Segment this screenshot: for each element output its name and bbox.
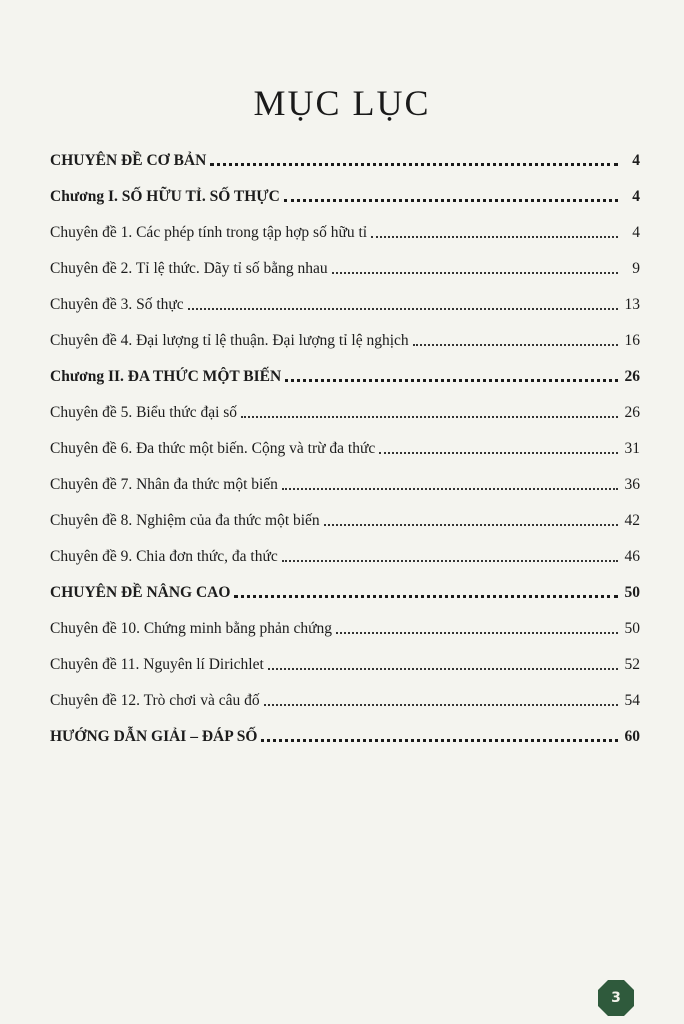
toc-entry-label: CHUYÊN ĐỀ CƠ BẢN	[50, 152, 207, 169]
toc-dot-leader	[282, 559, 618, 562]
toc-entry	[50, 170, 640, 206]
toc-dot-leader	[413, 343, 618, 346]
toc-entry-page: 26	[624, 368, 640, 385]
toc-entry	[50, 710, 640, 746]
toc-entry	[50, 314, 640, 350]
toc-entry-label: Chuyên đề 10. Chứng minh bằng phản chứng	[50, 620, 332, 637]
toc-entry-page: 50	[624, 620, 640, 637]
toc-dot-leader	[261, 738, 618, 742]
toc-entry-page: 36	[624, 476, 640, 493]
toc-entry-label: Chuyên đề 5. Biểu thức đại số	[50, 404, 238, 421]
toc-entry-label: Chuyên đề 12. Trò chơi và câu đố	[50, 692, 260, 709]
page-number-badge	[596, 978, 636, 1018]
page-number: 3	[611, 990, 621, 1006]
toc-entry-page: 4	[632, 152, 640, 169]
toc-entry	[50, 278, 640, 314]
toc-entry-page: 13	[624, 296, 640, 313]
toc-entry-page: 50	[624, 584, 640, 601]
toc-dot-leader	[336, 631, 618, 634]
toc-dot-leader	[285, 378, 618, 382]
toc-entry	[50, 134, 640, 170]
toc-dot-leader	[264, 703, 618, 706]
toc-entry	[50, 494, 640, 530]
toc-entry-page: 42	[624, 512, 640, 529]
toc-dot-leader	[268, 667, 618, 670]
toc-dot-leader	[210, 162, 618, 166]
toc-entry-label: Chương II. ĐA THỨC MỘT BIẾN	[50, 368, 282, 385]
toc-entry-page: 54	[624, 692, 640, 709]
toc-entry	[50, 566, 640, 602]
toc-entry-label: Chuyên đề 9. Chia đơn thức, đa thức	[50, 548, 278, 565]
toc-entry	[50, 422, 640, 458]
toc-dot-leader	[284, 198, 618, 202]
toc-entry	[50, 242, 640, 278]
toc-entry-page: 16	[624, 332, 640, 349]
toc-entry-label: CHUYÊN ĐỀ NÂNG CAO	[50, 584, 231, 601]
toc-entry-label: Chuyên đề 4. Đại lượng tỉ lệ thuận. Đại lượng tỉ lệ nghịch	[50, 332, 409, 349]
toc-dot-leader	[371, 235, 618, 238]
toc-dot-leader	[282, 487, 618, 490]
toc-entry	[50, 206, 640, 242]
toc-entry	[50, 602, 640, 638]
toc-entry-page: 4	[632, 224, 640, 241]
toc-dot-leader	[324, 523, 618, 526]
toc-entry-page: 9	[632, 260, 640, 277]
toc-entry-label: Chuyên đề 8. Nghiệm của đa thức một biến	[50, 512, 320, 529]
toc-entry-label: Chuyên đề 1. Các phép tính trong tập hợp số hữu tỉ	[50, 224, 368, 241]
toc-entry-label: Chuyên đề 2. Tỉ lệ thức. Dãy tỉ số bằng nhau	[50, 260, 328, 277]
toc-entry	[50, 530, 640, 566]
toc-entry	[50, 350, 640, 386]
toc-dot-leader	[241, 415, 618, 418]
toc-entry-label: Chuyên đề 7. Nhân đa thức một biến	[50, 476, 278, 493]
toc-entry-label: Chuyên đề 3. Số thực	[50, 296, 184, 313]
toc-entry-page: 31	[624, 440, 640, 457]
toc-entry-label: HƯỚNG DẪN GIẢI – ĐÁP SỐ	[50, 728, 258, 745]
toc-entry	[50, 458, 640, 494]
toc-entry-page: 46	[624, 548, 640, 565]
page-title: MỤC LỤC	[253, 83, 431, 124]
toc-entry-label: Chuyên đề 11. Nguyên lí Dirichlet	[50, 656, 264, 673]
toc-dot-leader	[234, 594, 618, 598]
toc-entry-page: 26	[624, 404, 640, 421]
toc-entry-label: Chương I. SỐ HỮU TỈ. SỐ THỰC	[50, 188, 280, 205]
toc-dot-leader	[188, 307, 618, 310]
toc-entry-label: Chuyên đề 6. Đa thức một biến. Cộng và trừ đa thức	[50, 440, 376, 457]
toc-entry	[50, 638, 640, 674]
toc-entry-page: 4	[632, 188, 640, 205]
toc-dot-leader	[332, 271, 618, 274]
toc-entry-page: 60	[624, 728, 640, 745]
toc-entry	[50, 386, 640, 422]
toc-entry-page: 52	[624, 656, 640, 673]
table-of-contents	[50, 134, 640, 746]
toc-entry	[50, 674, 640, 710]
toc-dot-leader	[379, 451, 618, 454]
